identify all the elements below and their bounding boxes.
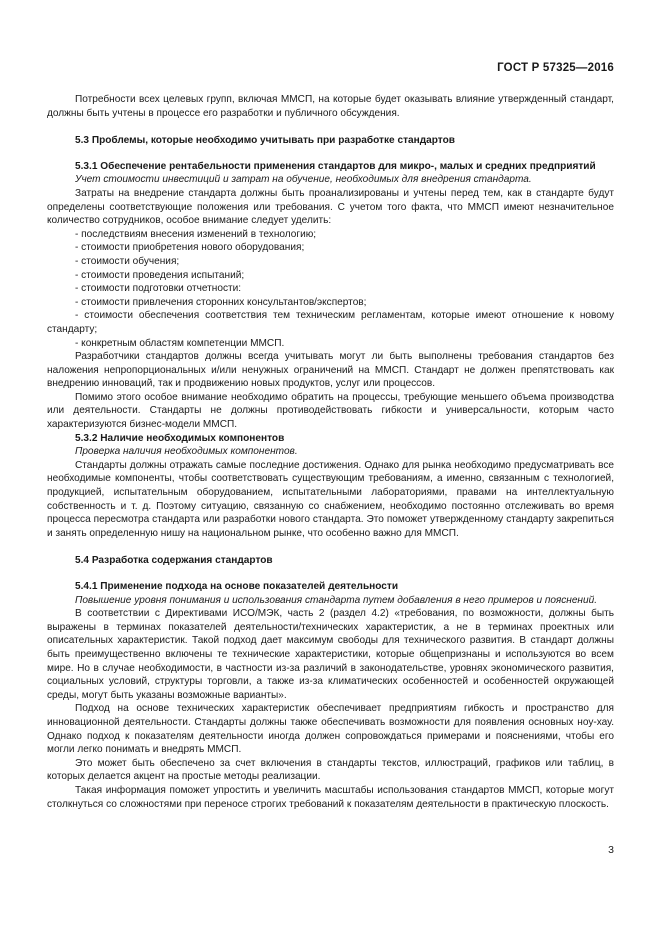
section-5-3-2-paragraph-1: Стандарты должны отражать самые последние достижения. Однако для рынка необходимо предусматривать все необходимые компоненты, чтобы соответствовать существующим требованиям, а именно, связанным с технологией, продукцией, испытательным оборудованием, испытательными лабораториями, правами на интеллектуальную собственность и т. д. Поэтому ситуацию, связанную со снабжением, необходимо постоянно отслеживать во время процесса пересмотра стандарта или разработки нового стандарта. Это поможет утвержденному стандарту закрепиться и занять определенную нишу на национальном рынке, что особенно важно для ММСП. [47, 459, 614, 539]
section-5-3-2-purpose: Проверка наличия необходимых компонентов. [75, 446, 298, 458]
section-5-4-1-paragraph-2: Подход на основе технических характеристик обеспечивает предприятиям гибкость и пространство для инновационной деятельности. Стандарты должны также обеспечивать возможности для появления основных ноу-хау. Однако подход к показателям деятельности иногда должен сопровождаться примерами и пояснениями, чтобы его могли легко понимать и внедрять ММСП. [47, 703, 614, 756]
section-5-3-1-paragraph-1: Затраты на внедрение стандарта должны быть проанализированы и учтены перед тем, как в стандарте будут определены соответствующие положения или требования. С учетом того факта, что ММСП имеют незначительное количество сотрудников, особое внимание следует уделить: [47, 187, 614, 227]
section-5-3-1-paragraph-2: Разработчики стандартов должны всегда учитывать могут ли быть выполнены требования стандартов без наложения непропорциональных и/или ненужных ограничений на ММСП. Стандарт не должен препятствовать как внедрению инноваций, так и продвижению новых продуктов, услуг или процессов. [47, 351, 614, 390]
section-5-4-1-purpose: Повышение уровня понимания и использования стандарта путем добавления в него примеров и пояснений. [75, 594, 598, 606]
document-id: ГОСТ Р 57325—2016 [497, 62, 614, 74]
list-item: - конкретным областям компетенции ММСП. [75, 337, 285, 349]
page-number: 3 [608, 844, 614, 856]
list-item: - последствиям внесения изменений в технологию; [75, 228, 317, 240]
section-5-4-1-heading: 5.4.1 Применение подхода на основе показателей деятельности [75, 581, 399, 592]
section-5-4-1-paragraph-4: Такая информация поможет упростить и увеличить масштабы использования стандартов ММСП, которые могут столкнуться со сложностями при переносе строгих требований к показателям деятельности в практическую плоскость. [47, 784, 614, 810]
section-5-3-1-paragraph-3: Помимо этого особое внимание необходимо обратить на процессы, требующие меньшего объема производства или деятельности. Стандарты не должны противодействовать гибкости и универсальности, которым часто характеризуются бизнес-модели ММСП. [47, 391, 614, 431]
section-5-4-1-paragraph-3: Это может быть обеспечено за счет включения в стандарты текстов, иллюстраций, графиков или таблиц, в которых делается акцент на простые методы реализации. [47, 757, 614, 783]
section-5-4-1-paragraph-1: В соответствии с Директивами ИСО/МЭК, часть 2 (раздел 4.2) «требования, по возможности, должны быть выражены в терминах показателей деятельности/технических характеристик, а не в терминах проектных или описательных характеристик. Такой подход дает максимум свободы для технического развития. В стандарт должны быть преимущественно включены те технические характеристики, которые общепризнаны и используются во всем мире. Но в случае необходимости, в частности из-за различий в законодательстве, уровнях экономического развития, социальных условий, структуры торговли, а также из-за климатических особенностей и особенностей окружающей среды, могут быть указаны возможные варианты». [47, 608, 614, 701]
section-5-3-2-heading: 5.3.2 Наличие необходимых компонентов [75, 432, 285, 444]
section-5-4-heading: 5.4 Разработка содержания стандартов [75, 555, 273, 567]
list-item: - стоимости обучения; [75, 255, 180, 267]
document-body [47, 93, 614, 811]
intro-paragraph: Потребности всех целевых групп, включая ММСП, на которые будет оказывать влияние утвержденный стандарт, должны быть учтены в процессе его разработки и публичного обсуждения. [47, 94, 614, 119]
list-item: - стоимости обеспечения соответствия тем техническим регламентам, которые имеют отношение к новому стандарту; [47, 310, 614, 335]
list-item: - стоимости подготовки отчетности: [75, 283, 242, 295]
section-5-3-1-purpose: Учет стоимости инвестиций и затрат на обучение, необходимых для внедрения стандарта. [75, 174, 532, 186]
list-item: - стоимости проведения испытаний; [75, 269, 245, 281]
section-5-3-1-heading: 5.3.1 Обеспечение рентабельности применения стандартов для микро-, малых и средних предприятий [75, 160, 596, 172]
list-item: - стоимости привлечения сторонних консультантов/экспертов; [75, 296, 367, 308]
list-item: - стоимости приобретения нового оборудования; [75, 242, 305, 254]
section-5-3-heading: 5.3 Проблемы, которые необходимо учитывать при разработке стандартов [75, 135, 455, 147]
